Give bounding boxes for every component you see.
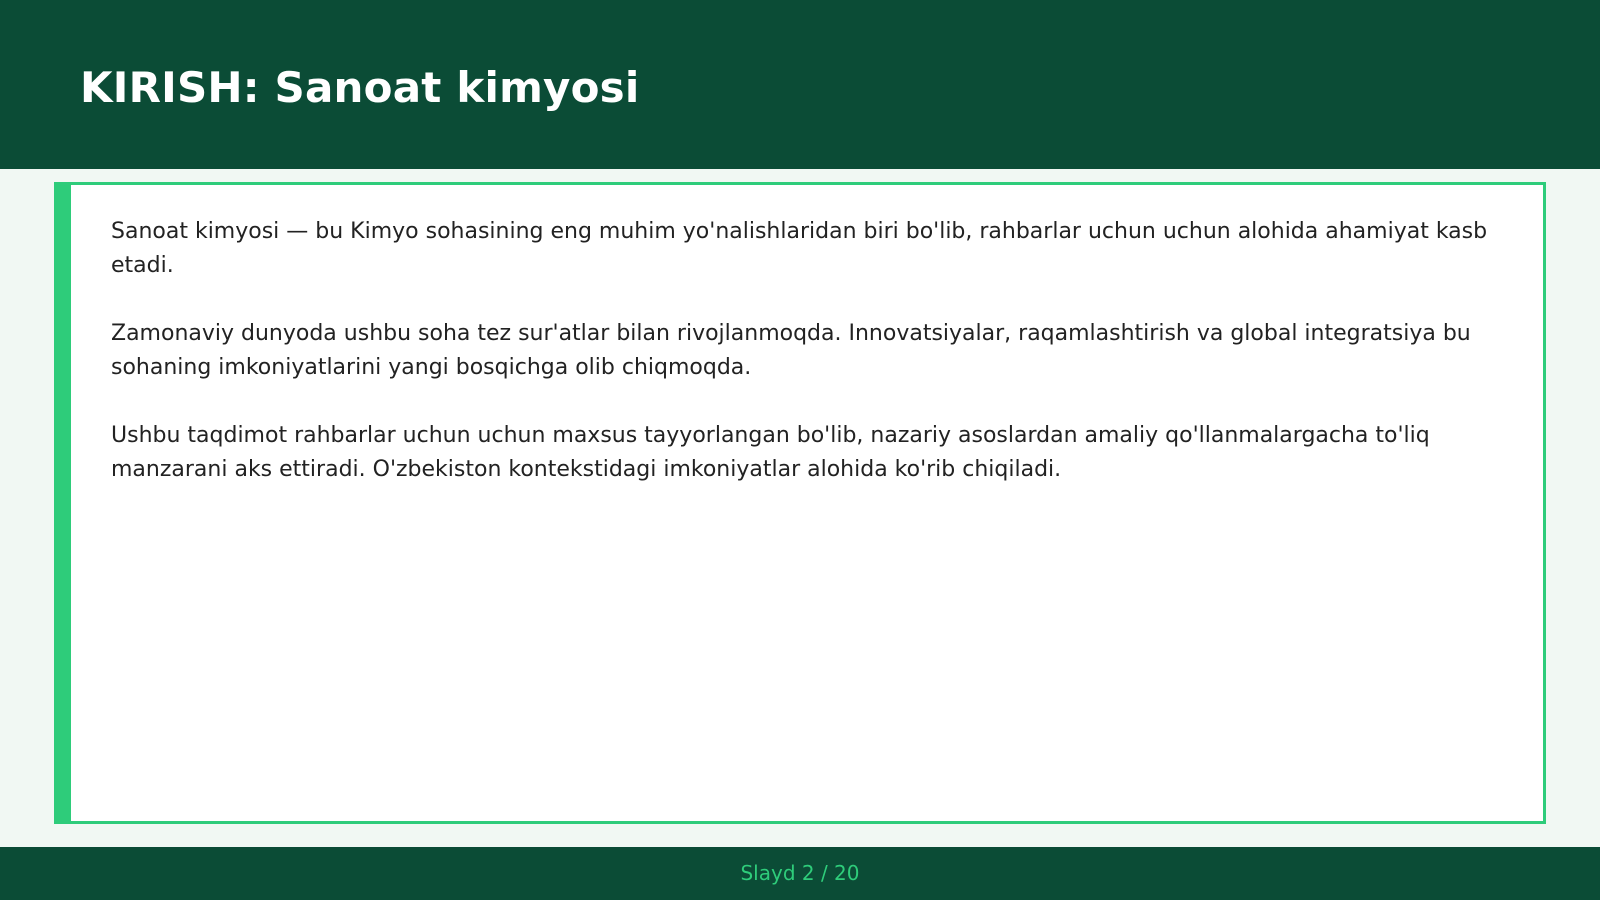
paragraph-presentation-purpose: Ushbu taqdimot rahbarlar uchun uchun maxsus tayyorlangan bo'lib, nazariy asoslardan amaliy qo'llanmalargacha to'liq manzarani aks ettiradi. O'zbekiston kontekstidagi imkoniyatlar alohida ko'rib chiqiladi. — [111, 423, 1430, 482]
slide-counter: Slayd 2 / 20 — [740, 861, 860, 885]
slide-footer — [0, 847, 1600, 900]
paragraph-modern-world: Zamonaviy dunyoda ushbu soha tez sur'atlar bilan rivojlanmoqda. Innovatsiyalar, raqamlashtirish va global integratsiya bu sohaning imkoniyatlarini yangi bosqichga olib chiqmoqda. — [111, 321, 1471, 380]
content-card — [54, 182, 1546, 824]
content-text — [111, 215, 1511, 521]
slide-title: KIRISH: Sanoat kimyosi — [80, 63, 640, 112]
slide-header — [0, 0, 1600, 169]
paragraph-intro: Sanoat kimyosi — bu Kimyo sohasining eng muhim yo'nalishlaridan biri bo'lib, rahbarlar uchun uchun alohida ahamiyat kasb etadi. — [111, 219, 1488, 278]
